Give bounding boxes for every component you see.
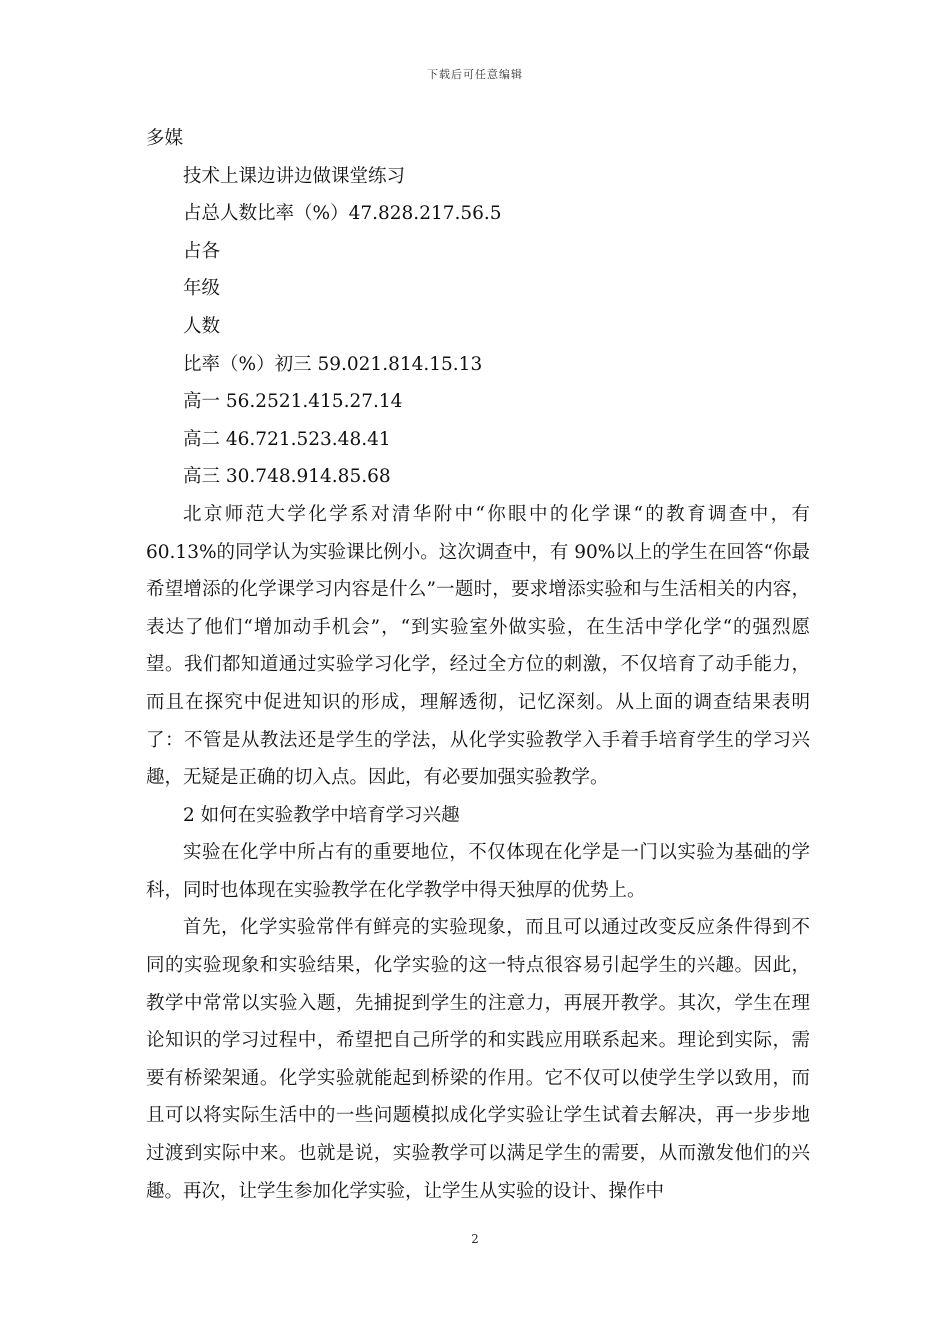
section-heading: 2 如何在实验教学中培育学习兴趣 <box>183 804 460 826</box>
table-row-grade10: 高一 56.2521.415.27.14 <box>183 391 403 413</box>
table-line-people: 人数 <box>183 315 221 337</box>
table-line-each: 占各 <box>183 240 221 262</box>
survey-paragraph: 北京师范大学化学系对清华附中“你眼中的化学课“的教育调查中，有 60.13%的同学认为实验课比例小。这次调查中，有 90%以上的学生在回答“你最希望增添的化学课学习内容是什么”一题时，要求增添实验和与生活相关的内容，表达了他们“增加动手机会”，“到实验室外做实验，在生活中学化学“的强烈愿望。我们都知道通过实验学习化学，经过全方位的刺激，不仅培育了动手能力，而且在探究中促进知识的形成，理解透彻，记忆深刻。从上面的调查结果表明了：不管是从教法还是学生的学法，从化学实验教学入手着手培育学生的学习兴趣，无疑是正确的切入点。因此，有必要加强实验教学。 <box>146 503 810 789</box>
table-row-grade9: 比率（%）初三 59.021.814.15.13 <box>183 353 483 375</box>
page-number: 2 <box>471 1232 479 1246</box>
document-body <box>146 120 810 1210</box>
table-row-grade11: 高二 46.721.523.48.41 <box>183 428 391 450</box>
page-header-note: 下载后可任意编辑 <box>427 68 523 81</box>
table-row-grade12: 高三 30.748.914.85.68 <box>183 466 391 488</box>
table-line-media: 多媒 <box>146 128 184 149</box>
first-paragraph: 首先，化学实验常伴有鲜亮的实验现象，而且可以通过改变反应条件得到不同的实验现象和实验结果，化学实验的这一特点很容易引起学生的兴趣。因此，教学中常常以实验入题，先捕捉到学生的注意力，再展开教学。其次，学生在理论知识的学习过程中，希望把自己所学的和实践应用联系起来。理论到实际，需要有桥梁架通。化学实验就能起到桥梁的作用。它不仅可以使学生学以致用，而且可以将实际生活中的一些问题模拟成化学实验让学生试着去解决，再一步步地过渡到实际中来。也就是说，实验教学可以满足学生的需要，从而激发他们的兴趣。再次，让学生参加化学实验，让学生从实验的设计、操作中 <box>146 917 810 1202</box>
importance-paragraph: 实验在化学中所占有的重要地位，不仅体现在化学是一门以实验为基础的学科，同时也体现在实验教学在化学教学中得天独厚的优势上。 <box>146 842 810 901</box>
table-line-grade: 年级 <box>183 278 221 300</box>
table-line-columns: 技术上课边讲边做课堂练习 <box>183 165 406 187</box>
table-line-total-ratio: 占总人数比率（%）47.828.217.56.5 <box>183 203 502 225</box>
